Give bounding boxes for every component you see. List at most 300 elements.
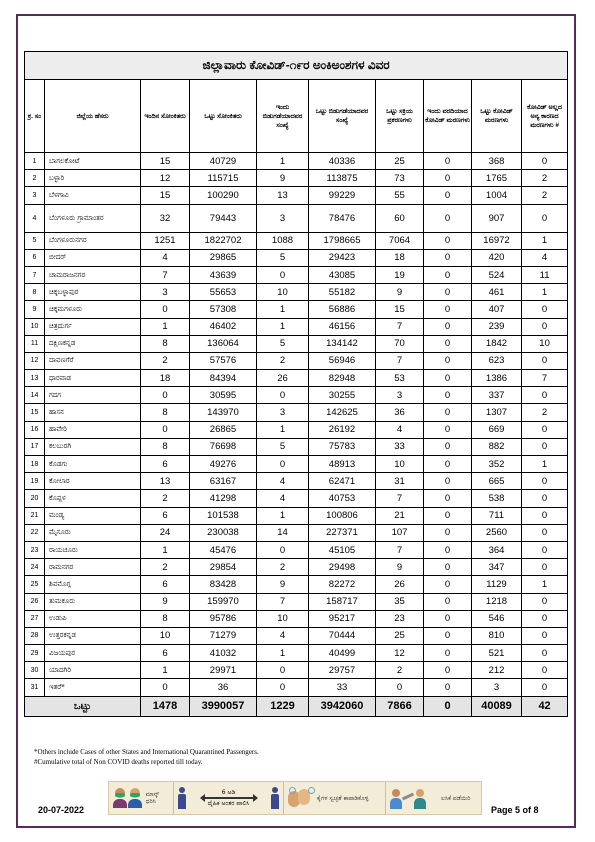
cell-total-deaths: 16972 bbox=[472, 232, 522, 249]
cell-non-covid-deaths: 0 bbox=[522, 490, 568, 507]
cell-today-discharged: 0 bbox=[257, 266, 309, 283]
table-row bbox=[25, 284, 568, 301]
cell-today-positive: 6 bbox=[141, 456, 190, 473]
cell-district: ಕೊಪ್ಪಳ bbox=[45, 490, 141, 507]
cell-today-deaths: 0 bbox=[424, 232, 472, 249]
cell-district: ಬೆಳಗಾವಿ bbox=[45, 187, 141, 204]
cell-non-covid-deaths: 0 bbox=[522, 318, 568, 335]
cell-total-discharged: 40336 bbox=[309, 153, 376, 170]
cell-today-discharged: 3 bbox=[257, 204, 309, 232]
cell-non-covid-deaths: 0 bbox=[522, 421, 568, 438]
header-non-covid-deaths: ಕೋವಿಡ್ ಅಲ್ಲದ ಅನ್ಯ ಕಾರಣದ ಮರಣಗಳು # bbox=[522, 80, 568, 153]
cell-non-covid-deaths: 0 bbox=[522, 438, 568, 455]
distance-arrow bbox=[201, 789, 257, 807]
cell-sl: 27 bbox=[25, 610, 45, 627]
cell-non-covid-deaths: 0 bbox=[522, 541, 568, 558]
cell-total-deaths: 521 bbox=[472, 645, 522, 662]
cell-non-covid-deaths: 7 bbox=[522, 370, 568, 387]
cell-total-positive: 46402 bbox=[190, 318, 257, 335]
cell-today-positive: 1 bbox=[141, 662, 190, 679]
cell-today-positive: 2 bbox=[141, 559, 190, 576]
cell-total-deaths: 1842 bbox=[472, 335, 522, 352]
cell-today-deaths: 0 bbox=[424, 170, 472, 187]
cell-total-discharged: 82948 bbox=[309, 370, 376, 387]
table-row bbox=[25, 507, 568, 524]
cell-sl: 4 bbox=[25, 204, 45, 232]
cell-non-covid-deaths: 10 bbox=[522, 335, 568, 352]
cell-total-positive: 41032 bbox=[190, 645, 257, 662]
cell-today-discharged: 0 bbox=[257, 387, 309, 404]
double-arrow-icon bbox=[201, 797, 257, 799]
cell-today-positive: 0 bbox=[141, 421, 190, 438]
cell-district: ಹಾವೇರಿ bbox=[45, 421, 141, 438]
cell-today-deaths: 0 bbox=[424, 370, 472, 387]
cell-total-discharged: 29757 bbox=[309, 662, 376, 679]
cell-non-covid-deaths: 1 bbox=[522, 232, 568, 249]
cell-today-discharged: 10 bbox=[257, 284, 309, 301]
cell-district: ಚಿಕ್ಕಬಳ್ಳಾಪುರ bbox=[45, 284, 141, 301]
cell-today-discharged: 2 bbox=[257, 352, 309, 369]
cell-total-discharged: 113875 bbox=[309, 170, 376, 187]
cell-total-positive: 101538 bbox=[190, 507, 257, 524]
cell-district: ಧಾರವಾಡ bbox=[45, 370, 141, 387]
header-active: ಒಟ್ಟು ಸಕ್ರಿಯ ಪ್ರಕರಣಗಳು bbox=[376, 80, 424, 153]
cell-total-deaths: 407 bbox=[472, 301, 522, 318]
cell-today-deaths: 0 bbox=[424, 318, 472, 335]
cell-district: ಚಿಕ್ಕಮಗಳೂರು bbox=[45, 301, 141, 318]
cell-non-covid-deaths: 2 bbox=[522, 170, 568, 187]
cell-district: ವಿಜಯಪುರ bbox=[45, 645, 141, 662]
cell-total-deaths: 1218 bbox=[472, 593, 522, 610]
cell-today-deaths: 0 bbox=[424, 490, 472, 507]
cell-total-positive: 115715 bbox=[190, 170, 257, 187]
cell-sl: 9 bbox=[25, 301, 45, 318]
cell-total-positive: 29854 bbox=[190, 559, 257, 576]
cell-sl: 21 bbox=[25, 507, 45, 524]
cell-today-discharged: 26 bbox=[257, 370, 309, 387]
cell-non-covid-deaths: 0 bbox=[522, 662, 568, 679]
table-row bbox=[25, 645, 568, 662]
vaccine-icon bbox=[414, 787, 438, 809]
cell-district: ಬಳ್ಳಾರಿ bbox=[45, 170, 141, 187]
cell-active: 7 bbox=[376, 352, 424, 369]
footnotes bbox=[34, 747, 259, 767]
cell-today-discharged: 3 bbox=[257, 404, 309, 421]
cell-non-covid-deaths: 0 bbox=[522, 204, 568, 232]
cell-sl: 28 bbox=[25, 627, 45, 644]
cell-total-discharged: 40753 bbox=[309, 490, 376, 507]
cell-total-positive: 40729 bbox=[190, 153, 257, 170]
cell-sl: 23 bbox=[25, 541, 45, 558]
cell-sl: 12 bbox=[25, 352, 45, 369]
cell-non-covid-deaths: 0 bbox=[522, 627, 568, 644]
cell-today-deaths: 0 bbox=[424, 153, 472, 170]
total-total-deaths: 40089 bbox=[472, 696, 522, 716]
cell-today-discharged: 1 bbox=[257, 318, 309, 335]
distance-label: ದೈಹಿಕ ಅಂತರ ಪಾಲಿಸಿ bbox=[207, 800, 250, 807]
cell-total-discharged: 55182 bbox=[309, 284, 376, 301]
cell-today-deaths: 0 bbox=[424, 352, 472, 369]
cell-today-discharged: 0 bbox=[257, 662, 309, 679]
cell-sl: 14 bbox=[25, 387, 45, 404]
cell-sl: 10 bbox=[25, 318, 45, 335]
header-total-discharged: ಒಟ್ಟು ಬಿಡುಗಡೆಯಾದವರ ಸಂಖ್ಯೆ bbox=[309, 80, 376, 153]
handwash-icon bbox=[288, 787, 314, 809]
cell-total-positive: 57308 bbox=[190, 301, 257, 318]
cell-sl: 13 bbox=[25, 370, 45, 387]
cell-total-discharged: 227371 bbox=[309, 524, 376, 541]
cell-today-discharged: 14 bbox=[257, 524, 309, 541]
cell-active: 9 bbox=[376, 559, 424, 576]
cell-total-discharged: 56946 bbox=[309, 352, 376, 369]
cell-district: ಬೀದರ್ bbox=[45, 249, 141, 266]
header-row bbox=[25, 80, 568, 153]
total-total-positive: 3990057 bbox=[190, 696, 257, 716]
cell-total-deaths: 352 bbox=[472, 456, 522, 473]
footnote-non-covid: #Cumulative total of Non COVID deaths reported till today. bbox=[34, 758, 203, 766]
cell-total-discharged: 134142 bbox=[309, 335, 376, 352]
cell-active: 2 bbox=[376, 662, 424, 679]
cell-today-deaths: 0 bbox=[424, 438, 472, 455]
cell-non-covid-deaths: 0 bbox=[522, 593, 568, 610]
cell-total-positive: 71279 bbox=[190, 627, 257, 644]
cell-today-positive: 15 bbox=[141, 153, 190, 170]
cell-sl: 18 bbox=[25, 456, 45, 473]
table-row bbox=[25, 266, 568, 283]
cell-today-positive: 0 bbox=[141, 679, 190, 696]
masked-face-icon bbox=[113, 788, 126, 808]
cell-today-discharged: 2 bbox=[257, 559, 309, 576]
cell-district: ಮಂಡ್ಯ bbox=[45, 507, 141, 524]
cell-total-positive: 143970 bbox=[190, 404, 257, 421]
banner-mask-segment bbox=[109, 782, 173, 814]
cell-today-positive: 6 bbox=[141, 507, 190, 524]
cell-total-deaths: 546 bbox=[472, 610, 522, 627]
cell-non-covid-deaths: 11 bbox=[522, 266, 568, 283]
cell-sl: 20 bbox=[25, 490, 45, 507]
table-row bbox=[25, 318, 568, 335]
cell-non-covid-deaths: 2 bbox=[522, 187, 568, 204]
header-district: ಜಿಲ್ಲೆಯ ಹೆಸರು bbox=[45, 80, 141, 153]
cell-total-positive: 84394 bbox=[190, 370, 257, 387]
cell-active: 10 bbox=[376, 456, 424, 473]
cell-today-discharged: 1 bbox=[257, 645, 309, 662]
cell-today-deaths: 0 bbox=[424, 387, 472, 404]
total-today-discharged: 1229 bbox=[257, 696, 309, 716]
cell-sl: 15 bbox=[25, 404, 45, 421]
cell-total-positive: 76698 bbox=[190, 438, 257, 455]
cell-district: ಉತ್ತರಕನ್ನಡ bbox=[45, 627, 141, 644]
cell-district: ಗದಗ bbox=[45, 387, 141, 404]
cell-today-discharged: 5 bbox=[257, 335, 309, 352]
cell-total-deaths: 368 bbox=[472, 153, 522, 170]
cell-total-discharged: 29498 bbox=[309, 559, 376, 576]
cell-active: 0 bbox=[376, 679, 424, 696]
cell-today-deaths: 0 bbox=[424, 204, 472, 232]
table-row bbox=[25, 301, 568, 318]
cell-active: 7 bbox=[376, 541, 424, 558]
cell-total-positive: 230038 bbox=[190, 524, 257, 541]
header-total-positive: ಒಟ್ಟು ಸೋಂಕಿತರು bbox=[190, 80, 257, 153]
cell-district: ಬೆಂಗಳೂರುನಗರ bbox=[45, 232, 141, 249]
footnote-others: *Others include Cases of other States and International Quarantined Passengers. bbox=[34, 748, 259, 756]
cell-sl: 31 bbox=[25, 679, 45, 696]
cell-total-positive: 79443 bbox=[190, 204, 257, 232]
header-today-deaths: ಇಂದು ವರದಿಯಾದ ಕೋವಿಡ್ ಮರಣಗಳು bbox=[424, 80, 472, 153]
table-title: ಜಿಲ್ಲಾವಾರು ಕೋವಿಡ್-೧೯ರ ಅಂಕಿಅಂಶಗಳ ವಿವರ bbox=[25, 52, 568, 80]
cell-total-positive: 43639 bbox=[190, 266, 257, 283]
cell-total-deaths: 3 bbox=[472, 679, 522, 696]
cell-district: ದಾವಣಗೆರೆ bbox=[45, 352, 141, 369]
banner-mask-text: ಮಾಸ್ಕ್ ಧರಿಸಿ bbox=[145, 791, 160, 805]
cell-active: 7064 bbox=[376, 232, 424, 249]
cell-total-positive: 45476 bbox=[190, 541, 257, 558]
table-row bbox=[25, 490, 568, 507]
cell-today-discharged: 0 bbox=[257, 456, 309, 473]
table-row bbox=[25, 576, 568, 593]
cell-non-covid-deaths: 0 bbox=[522, 645, 568, 662]
cell-active: 36 bbox=[376, 404, 424, 421]
cell-active: 107 bbox=[376, 524, 424, 541]
cell-active: 3 bbox=[376, 387, 424, 404]
table-row bbox=[25, 187, 568, 204]
cell-total-discharged: 43085 bbox=[309, 266, 376, 283]
cell-non-covid-deaths: 0 bbox=[522, 559, 568, 576]
cell-active: 31 bbox=[376, 473, 424, 490]
cell-today-discharged: 1 bbox=[257, 507, 309, 524]
cell-today-positive: 1 bbox=[141, 541, 190, 558]
cell-today-positive: 8 bbox=[141, 610, 190, 627]
cell-total-discharged: 70444 bbox=[309, 627, 376, 644]
cell-active: 25 bbox=[376, 153, 424, 170]
table-title-row bbox=[25, 52, 568, 80]
cell-active: 15 bbox=[376, 301, 424, 318]
cell-active: 7 bbox=[376, 490, 424, 507]
cell-today-deaths: 0 bbox=[424, 421, 472, 438]
cell-total-deaths: 538 bbox=[472, 490, 522, 507]
cell-total-deaths: 1307 bbox=[472, 404, 522, 421]
cell-district: ಮೈಸೂರು bbox=[45, 524, 141, 541]
table-row bbox=[25, 610, 568, 627]
cell-total-discharged: 1798665 bbox=[309, 232, 376, 249]
cell-non-covid-deaths: 0 bbox=[522, 352, 568, 369]
table-row bbox=[25, 204, 568, 232]
cell-non-covid-deaths: 0 bbox=[522, 301, 568, 318]
cell-today-positive: 6 bbox=[141, 576, 190, 593]
cell-today-positive: 8 bbox=[141, 404, 190, 421]
cell-total-positive: 29971 bbox=[190, 662, 257, 679]
cell-total-discharged: 100806 bbox=[309, 507, 376, 524]
cell-sl: 8 bbox=[25, 284, 45, 301]
cell-today-discharged: 5 bbox=[257, 438, 309, 455]
cell-total-discharged: 26192 bbox=[309, 421, 376, 438]
cell-sl: 16 bbox=[25, 421, 45, 438]
cell-today-deaths: 0 bbox=[424, 679, 472, 696]
cell-today-deaths: 0 bbox=[424, 404, 472, 421]
cell-total-discharged: 48913 bbox=[309, 456, 376, 473]
cell-non-covid-deaths: 0 bbox=[522, 387, 568, 404]
cell-today-discharged: 1088 bbox=[257, 232, 309, 249]
cell-today-positive: 2 bbox=[141, 352, 190, 369]
cell-total-positive: 100290 bbox=[190, 187, 257, 204]
person-icon bbox=[271, 787, 279, 809]
masked-face-icon bbox=[128, 788, 141, 808]
cell-today-deaths: 0 bbox=[424, 593, 472, 610]
cell-active: 9 bbox=[376, 284, 424, 301]
cell-sl: 5 bbox=[25, 232, 45, 249]
table-row bbox=[25, 524, 568, 541]
cell-today-discharged: 4 bbox=[257, 627, 309, 644]
table-row bbox=[25, 335, 568, 352]
table-row bbox=[25, 249, 568, 266]
cell-total-deaths: 882 bbox=[472, 438, 522, 455]
cell-today-positive: 18 bbox=[141, 370, 190, 387]
cell-today-positive: 13 bbox=[141, 473, 190, 490]
cell-district: ರಾಮನಗರ bbox=[45, 559, 141, 576]
cell-today-deaths: 0 bbox=[424, 541, 472, 558]
table-row bbox=[25, 352, 568, 369]
cell-active: 70 bbox=[376, 335, 424, 352]
cell-district: ಹಾಸನ bbox=[45, 404, 141, 421]
cell-today-discharged: 9 bbox=[257, 576, 309, 593]
cell-total-positive: 57576 bbox=[190, 352, 257, 369]
cell-sl: 22 bbox=[25, 524, 45, 541]
total-today-positive: 1478 bbox=[141, 696, 190, 716]
district-covid-table bbox=[24, 51, 568, 717]
cell-sl: 3 bbox=[25, 187, 45, 204]
cell-today-discharged: 5 bbox=[257, 249, 309, 266]
table-body bbox=[25, 153, 568, 697]
cell-total-deaths: 1386 bbox=[472, 370, 522, 387]
report-date: 20-07-2022 bbox=[38, 805, 85, 815]
cell-today-positive: 4 bbox=[141, 249, 190, 266]
cell-today-positive: 8 bbox=[141, 438, 190, 455]
cell-total-deaths: 461 bbox=[472, 284, 522, 301]
cell-total-deaths: 810 bbox=[472, 627, 522, 644]
cell-today-positive: 1251 bbox=[141, 232, 190, 249]
cell-total-positive: 29865 bbox=[190, 249, 257, 266]
cell-today-positive: 9 bbox=[141, 593, 190, 610]
cell-today-deaths: 0 bbox=[424, 301, 472, 318]
table-row bbox=[25, 404, 568, 421]
cell-district: ಕೋಲಾರ bbox=[45, 473, 141, 490]
cell-sl: 2 bbox=[25, 170, 45, 187]
table-row bbox=[25, 370, 568, 387]
cell-total-deaths: 711 bbox=[472, 507, 522, 524]
cell-sl: 29 bbox=[25, 645, 45, 662]
table-row bbox=[25, 438, 568, 455]
table-row bbox=[25, 473, 568, 490]
cell-today-positive: 32 bbox=[141, 204, 190, 232]
table-row bbox=[25, 627, 568, 644]
cell-today-deaths: 0 bbox=[424, 249, 472, 266]
cell-total-positive: 26865 bbox=[190, 421, 257, 438]
cell-total-discharged: 95217 bbox=[309, 610, 376, 627]
cell-non-covid-deaths: 0 bbox=[522, 473, 568, 490]
cell-today-deaths: 0 bbox=[424, 284, 472, 301]
cell-district: ಶಿವಮೊಗ್ಗ bbox=[45, 576, 141, 593]
cell-today-positive: 2 bbox=[141, 490, 190, 507]
covid-safety-banner bbox=[108, 781, 482, 815]
cell-active: 18 bbox=[376, 249, 424, 266]
cell-today-deaths: 0 bbox=[424, 507, 472, 524]
cell-total-deaths: 239 bbox=[472, 318, 522, 335]
cell-total-discharged: 142625 bbox=[309, 404, 376, 421]
cell-today-positive: 6 bbox=[141, 645, 190, 662]
cell-total-positive: 49276 bbox=[190, 456, 257, 473]
cell-total-positive: 1822702 bbox=[190, 232, 257, 249]
cell-today-positive: 0 bbox=[141, 301, 190, 318]
cell-sl: 17 bbox=[25, 438, 45, 455]
cell-today-deaths: 0 bbox=[424, 266, 472, 283]
cell-active: 7 bbox=[376, 318, 424, 335]
cell-today-discharged: 4 bbox=[257, 490, 309, 507]
header-sl: ಕ್ರ. ಸಂ bbox=[25, 80, 45, 153]
cell-district: ರಾಯಚೂರು bbox=[45, 541, 141, 558]
cell-active: 53 bbox=[376, 370, 424, 387]
cell-today-discharged: 10 bbox=[257, 610, 309, 627]
cell-non-covid-deaths: 0 bbox=[522, 610, 568, 627]
cell-total-discharged: 99229 bbox=[309, 187, 376, 204]
cell-sl: 6 bbox=[25, 249, 45, 266]
cell-today-positive: 15 bbox=[141, 187, 190, 204]
cell-active: 26 bbox=[376, 576, 424, 593]
page-number: Page 5 of 8 bbox=[491, 805, 539, 815]
cell-district: ಯಾದಗಿರಿ bbox=[45, 662, 141, 679]
cell-today-discharged: 0 bbox=[257, 679, 309, 696]
vaccine-icon bbox=[390, 787, 414, 809]
banner-hands-text: ಕೈಗಳ ಸ್ವಚ್ಛತೆ ಕಾಪಾಡಿಕೊಳ್ಳಿ bbox=[317, 794, 369, 802]
cell-today-positive: 7 bbox=[141, 266, 190, 283]
table-row bbox=[25, 456, 568, 473]
cell-district: ಬೆಂಗಳೂರು ಗ್ರಾಮಾಂತರ bbox=[45, 204, 141, 232]
banner-distance-segment bbox=[173, 782, 283, 814]
cell-active: 55 bbox=[376, 187, 424, 204]
table-row bbox=[25, 421, 568, 438]
table-row bbox=[25, 387, 568, 404]
cell-total-deaths: 1004 bbox=[472, 187, 522, 204]
cell-total-discharged: 158717 bbox=[309, 593, 376, 610]
total-total-discharged: 3942060 bbox=[309, 696, 376, 716]
cell-non-covid-deaths: 2 bbox=[522, 404, 568, 421]
cell-total-deaths: 524 bbox=[472, 266, 522, 283]
total-today-deaths: 0 bbox=[424, 696, 472, 716]
cell-non-covid-deaths: 0 bbox=[522, 153, 568, 170]
header-today-discharged: ಇಂದು ಬಿಡುಗಡೆಯಾದವರ ಸಂಖ್ಯೆ bbox=[257, 80, 309, 153]
cell-non-covid-deaths: 0 bbox=[522, 507, 568, 524]
cell-today-deaths: 0 bbox=[424, 610, 472, 627]
table-row bbox=[25, 593, 568, 610]
cell-today-deaths: 0 bbox=[424, 662, 472, 679]
header-today-positive: ಇಂದಿನ ಸೋಂಕಿತರು bbox=[141, 80, 190, 153]
cell-active: 23 bbox=[376, 610, 424, 627]
cell-district: ಬಾಗಲಕೋಟೆ bbox=[45, 153, 141, 170]
cell-district: ಕೊಡಗು bbox=[45, 456, 141, 473]
cell-total-deaths: 623 bbox=[472, 352, 522, 369]
cell-active: 21 bbox=[376, 507, 424, 524]
cell-sl: 11 bbox=[25, 335, 45, 352]
cell-total-discharged: 56886 bbox=[309, 301, 376, 318]
cell-today-discharged: 1 bbox=[257, 153, 309, 170]
cell-sl: 19 bbox=[25, 473, 45, 490]
cell-today-discharged: 9 bbox=[257, 170, 309, 187]
total-label: ಒಟ್ಟು bbox=[25, 696, 141, 716]
cell-today-discharged: 7 bbox=[257, 593, 309, 610]
cell-today-discharged: 0 bbox=[257, 541, 309, 558]
cell-today-deaths: 0 bbox=[424, 559, 472, 576]
banner-hands-segment bbox=[283, 782, 385, 814]
cell-total-discharged: 29423 bbox=[309, 249, 376, 266]
